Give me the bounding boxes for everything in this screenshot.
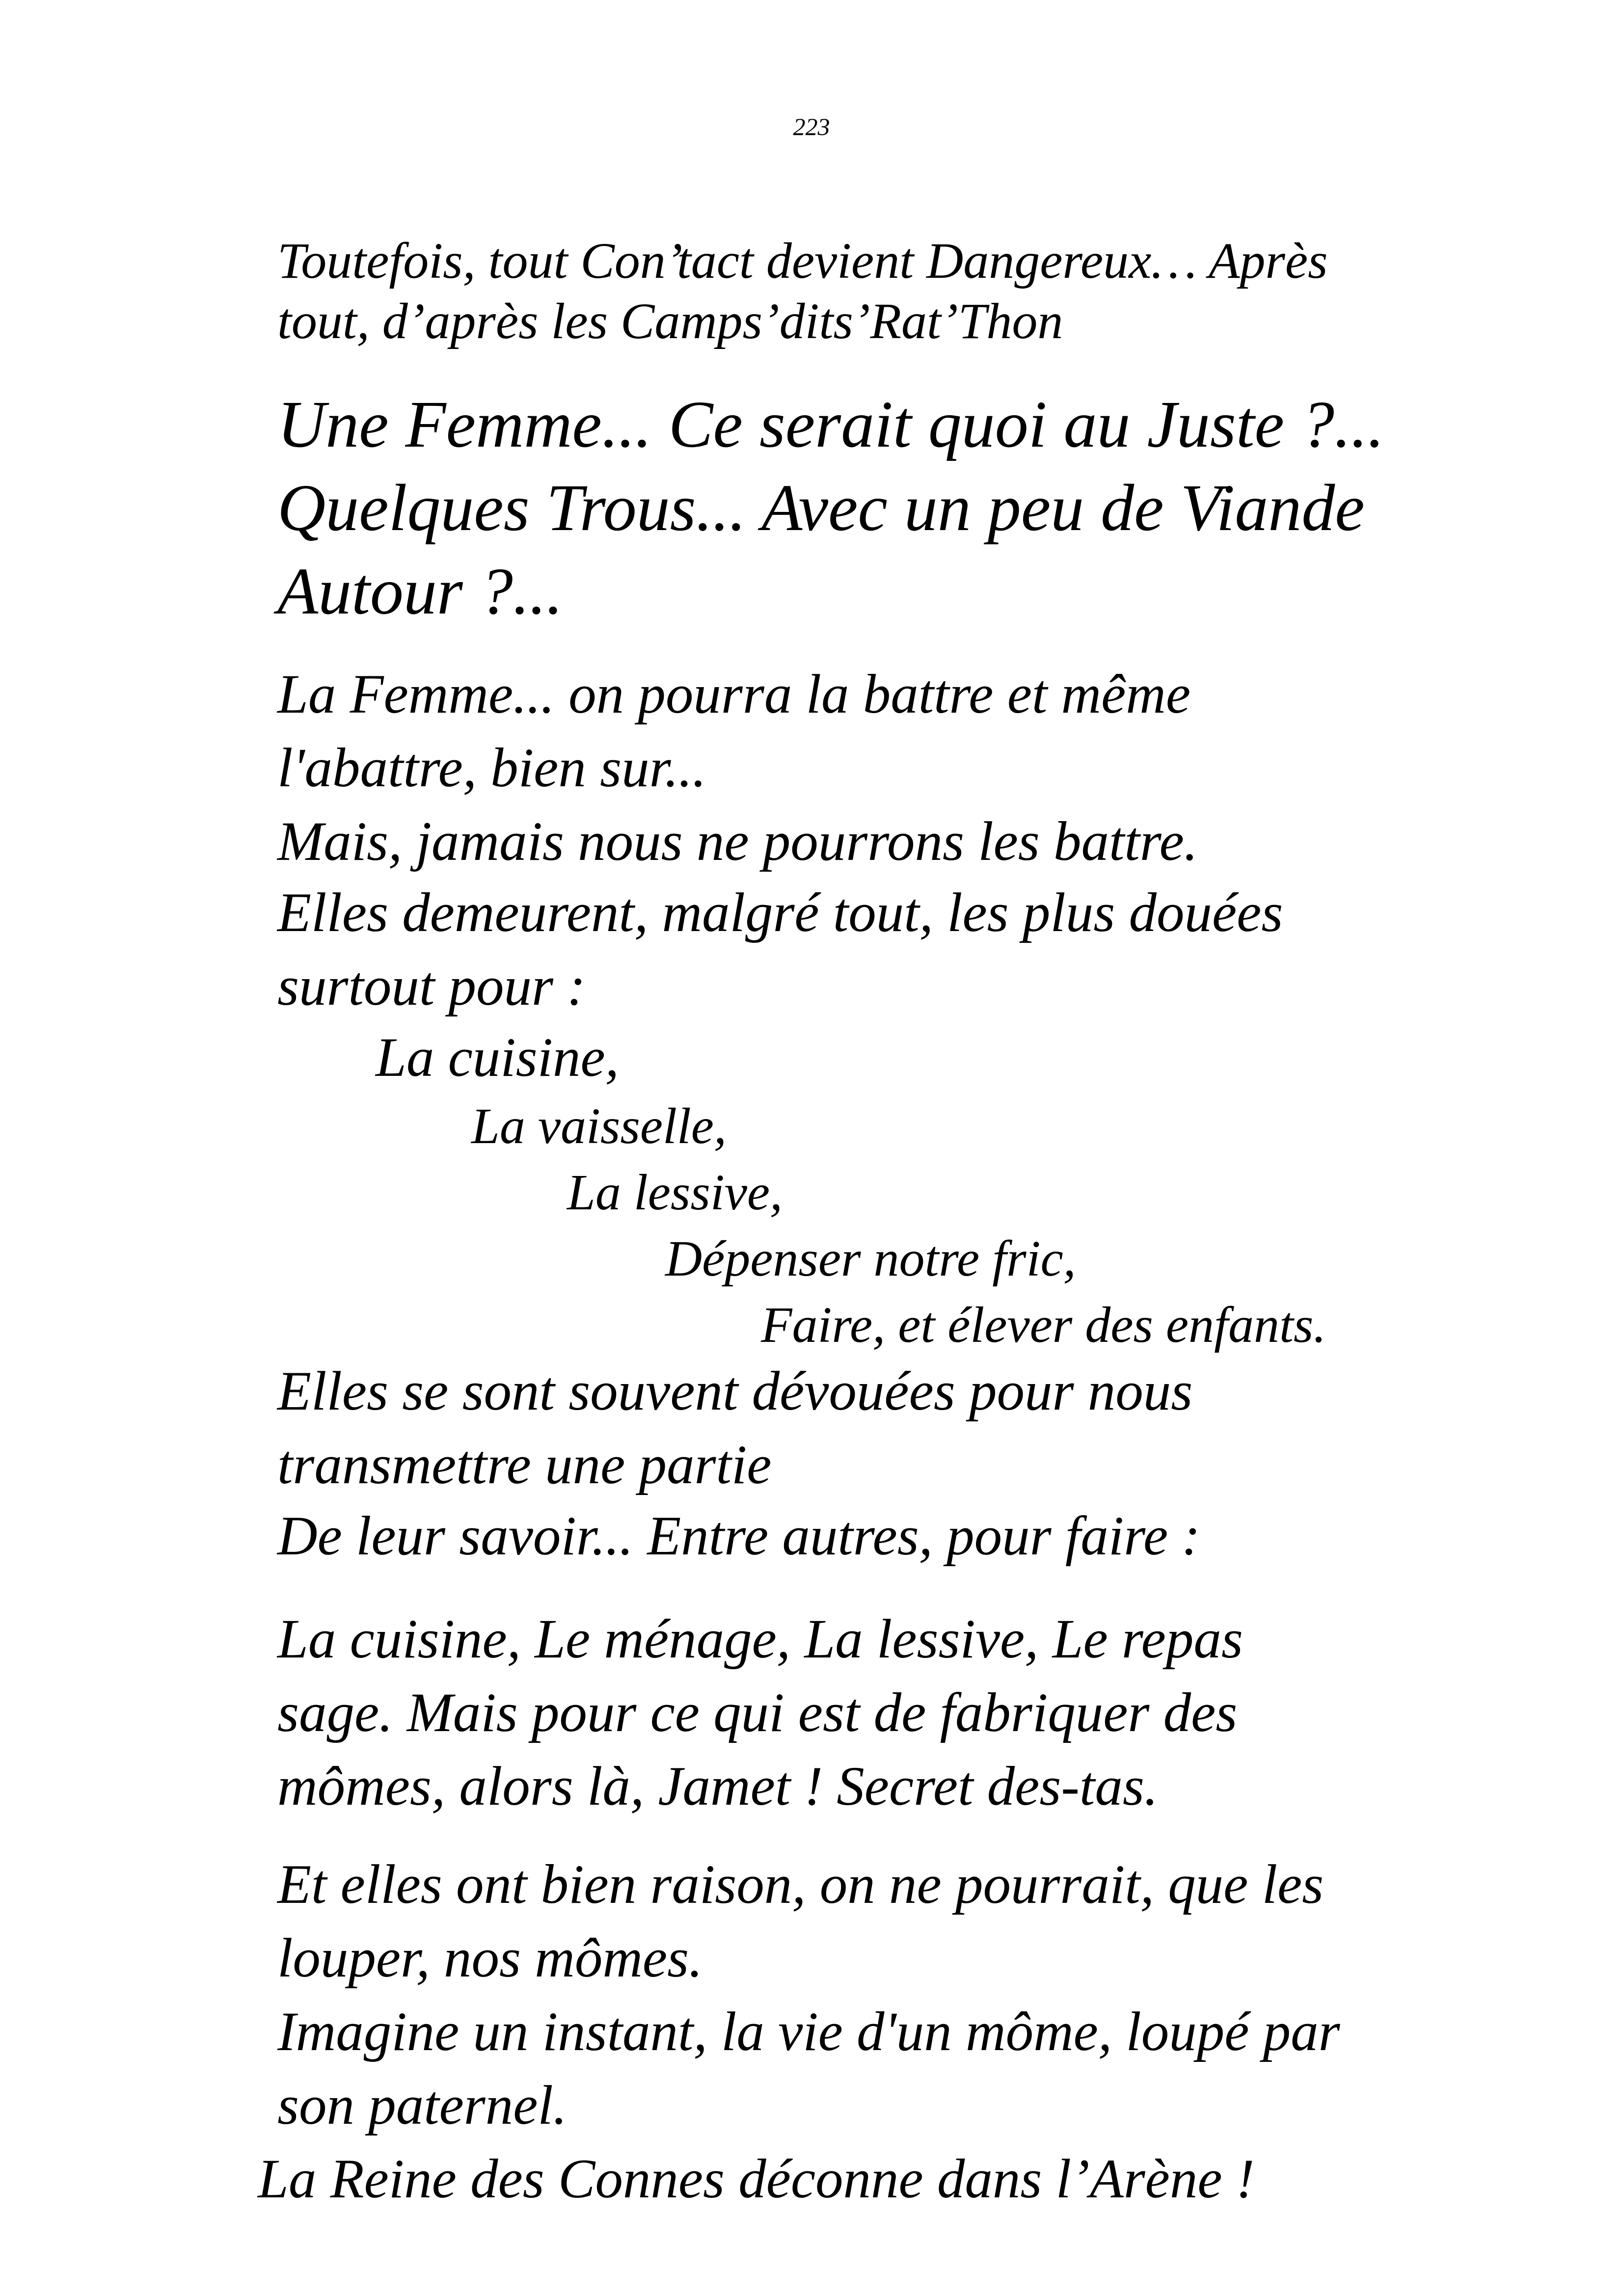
quote-line-1: Une Femme... Ce serait quoi au Juste ?... — [277, 388, 1384, 461]
paragraph2-line-3: De leur savoir... Entre autres, pour faire : — [277, 1505, 1201, 1567]
paragraph2-line-2: transmettre une partie — [277, 1434, 772, 1495]
paragraph4-line-1: Et elles ont bien raison, on ne pourrait, que les — [277, 1854, 1324, 1915]
paragraph3-line-3: mômes, alors là, Jamet ! Secret des-tas. — [277, 1756, 1159, 1817]
quote-line-2: Quelques Trous... Avec un peu de Viande — [277, 471, 1365, 545]
paragraph1-line-5: surtout pour : — [277, 956, 586, 1017]
paragraph4-line-2: louper, nos mômes. — [277, 1927, 703, 1989]
staircase-line-1: La cuisine, — [376, 1027, 619, 1088]
paragraph4-line-4: son paternel. — [277, 2075, 568, 2136]
staircase-line-4: Dépenser notre fric, — [665, 1230, 1076, 1287]
paragraph2-line-1: Elles se sont souvent dévouées pour nous — [277, 1361, 1193, 1422]
paragraph4-line-3: Imagine un instant, la vie d'un môme, loupé par — [277, 2001, 1340, 2062]
intro-line-1: Toutefois, tout Con’tact devient Dangereux… Après — [277, 233, 1328, 289]
intro-line-2: tout, d’après les Camps’dits’Rat’Thon — [277, 293, 1063, 349]
paragraph3-line-1: La cuisine, Le ménage, La lessive, Le repas — [277, 1608, 1243, 1670]
staircase-line-5: Faire, et élever des enfants. — [761, 1297, 1326, 1353]
staircase-line-2: La vaisselle, — [471, 1098, 727, 1154]
closing-line: La Reine des Connes déconne dans l’Arène ! — [258, 2148, 1255, 2210]
staircase-line-3: La lessive, — [567, 1164, 783, 1221]
paragraph1-line-4: Elles demeurent, malgré tout, les plus douées — [277, 882, 1283, 943]
paragraph1-line-3: Mais, jamais nous ne pourrons les battre. — [277, 811, 1198, 872]
quote-line-3: Autour ?... — [277, 555, 563, 628]
paragraph3-line-2: sage. Mais pour ce qui est de fabriquer des — [277, 1682, 1238, 1743]
paragraph1-line-2: l'abattre, bien sur... — [277, 737, 706, 799]
paragraph1-line-1: La Femme... on pourra la battre et même — [277, 664, 1191, 725]
page-number: 223 — [793, 113, 830, 140]
